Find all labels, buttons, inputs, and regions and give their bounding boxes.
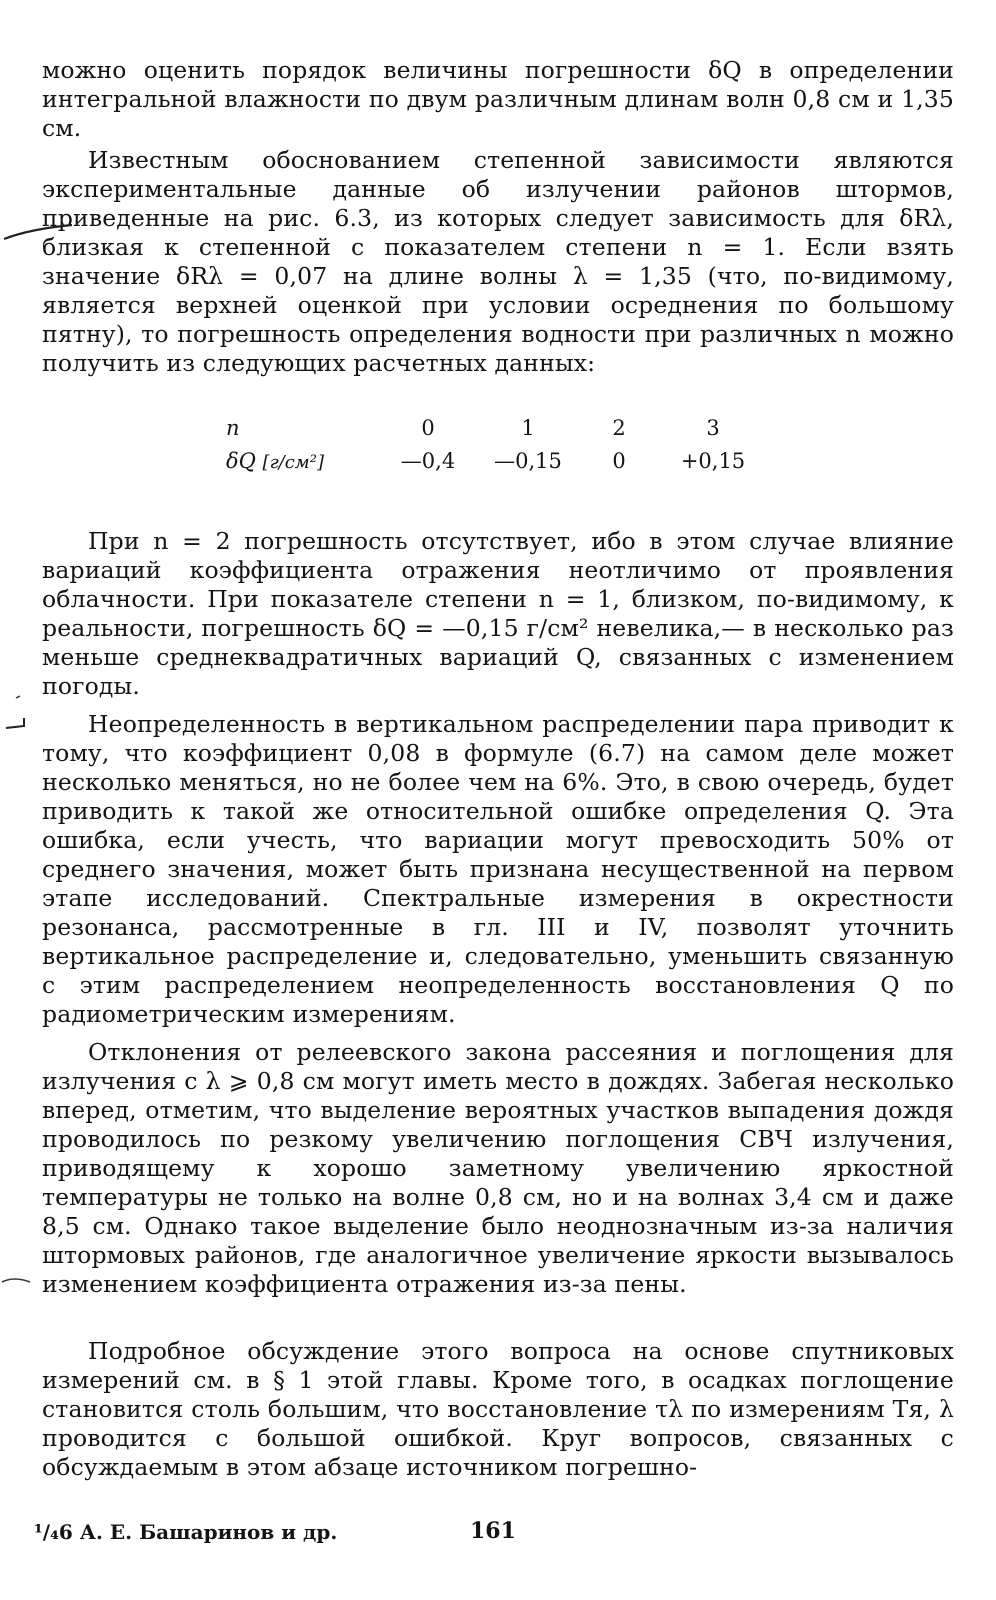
- pencil-mark-icon: [0, 205, 80, 245]
- paragraph-3: [42, 527, 954, 701]
- pencil-mark-icon: [0, 690, 60, 740]
- table-cell: —0,4: [400, 449, 456, 473]
- table-row-dq: [226, 445, 766, 478]
- table-cell: 0: [612, 449, 626, 473]
- table-cell: 3: [706, 416, 720, 440]
- dq-units: [г/см²]: [262, 452, 324, 473]
- page-number: 161: [470, 1518, 516, 1544]
- paragraph-6: [42, 1337, 954, 1482]
- table-cell: 1: [521, 416, 535, 440]
- table-cell: —0,15: [494, 449, 562, 473]
- paragraph-2: [42, 146, 954, 378]
- table-cell: 2: [612, 416, 626, 440]
- paragraph-4: [42, 710, 954, 1029]
- table-cell: +0,15: [680, 449, 746, 473]
- paragraph-1: [42, 56, 954, 143]
- row-label-dq: [226, 445, 324, 479]
- paragraph-text: Отклонения от релеевского закона рассеяния и поглощения для излучения с λ ⩾ 0,8 см могут иметь место в дождях. Забегая несколько вперед, отметим, что выделение вероятных участков выпадения дождя проводилось по резкому увеличению поглощения СВЧ излучения, приводящему к хорошо заметному увеличению яркостной температуры не только на волне 0,8 см, но и на волнах 3,4 см и даже 8,5 см. Однако такое выделение было неоднозначным из-за наличия штормовых районов, где аналогичное увеличение яркости вызывалось изменением коэффициента отражения из-за пены.: [42, 1038, 954, 1298]
- table-cell: 0: [421, 416, 435, 440]
- pencil-mark-icon: [0, 1272, 60, 1312]
- calculation-table: [226, 412, 766, 478]
- paragraph-text: можно оценить порядок величины погрешности δQ в определении интегральной влажности по двум различным длинам волн 0,8 см и 1,35 см.: [42, 56, 954, 142]
- paragraph-5: [42, 1038, 954, 1299]
- paragraph-text: Подробное обсуждение этого вопроса на основе спутниковых измерений см. в § 1 этой главы. Кроме того, в осадках поглощение становится столь большим, что восстановление τλ по измерениям Tя, λ проводится с большой ошибкой. Круг вопросов, связанных с обсуждаемым в этом абзаце источником погрешно-: [42, 1337, 954, 1481]
- table-row-n: [226, 412, 766, 445]
- row-label-n: n: [226, 416, 240, 440]
- paragraph-text: Неопределенность в вертикальном распределении пара приводит к тому, что коэффициент 0,08 в формуле (6.7) на самом деле может несколько меняться, но не более чем на 6%. Это, в свою очередь, будет приводить к такой же относительной ошибке определения Q. Эта ошибка, если учесть, что вариации могут превосходить 50% от среднего значения, может быть признана несущественной на первом этапе исследований. Спектральные измерения в окрестности резонанса, рассмотренные в гл. III и IV, позволят уточнить вертикальное распределение и, следовательно, уменьшить связанную с этим распределением неопределенность восстановления Q по радиометрическим измерениям.: [42, 710, 954, 1028]
- dq-symbol: δQ: [226, 449, 256, 473]
- paragraph-text: Известным обоснованием степенной зависимости являются экспериментальные данные об излучении районов штормов, приведенные на рис. 6.3, из которых следует зависимость для δRλ, близкая к степенной с показателем степени n = 1. Если взять значение δRλ = 0,07 на длине волны λ = 1,35 (что, по-видимому, является верхней оценкой при условии осреднения по большому пятну), то погрешность определения водности при различных n можно получить из следующих расчетных данных:: [42, 146, 954, 377]
- paragraph-text: При n = 2 погрешность отсутствует, ибо в этом случае влияние вариаций коэффициента отражения неотличимо от проявления облачности. При показателе степени n = 1, близком, по-видимому, к реальности, погрешность δQ = —0,15 г/см² невелика,— в несколько раз меньше среднеквадратичных вариаций Q, связанных с изменением погоды.: [42, 527, 954, 700]
- footer-signature: ¹/₄6 А. Е. Башаринов и др.: [34, 1520, 338, 1544]
